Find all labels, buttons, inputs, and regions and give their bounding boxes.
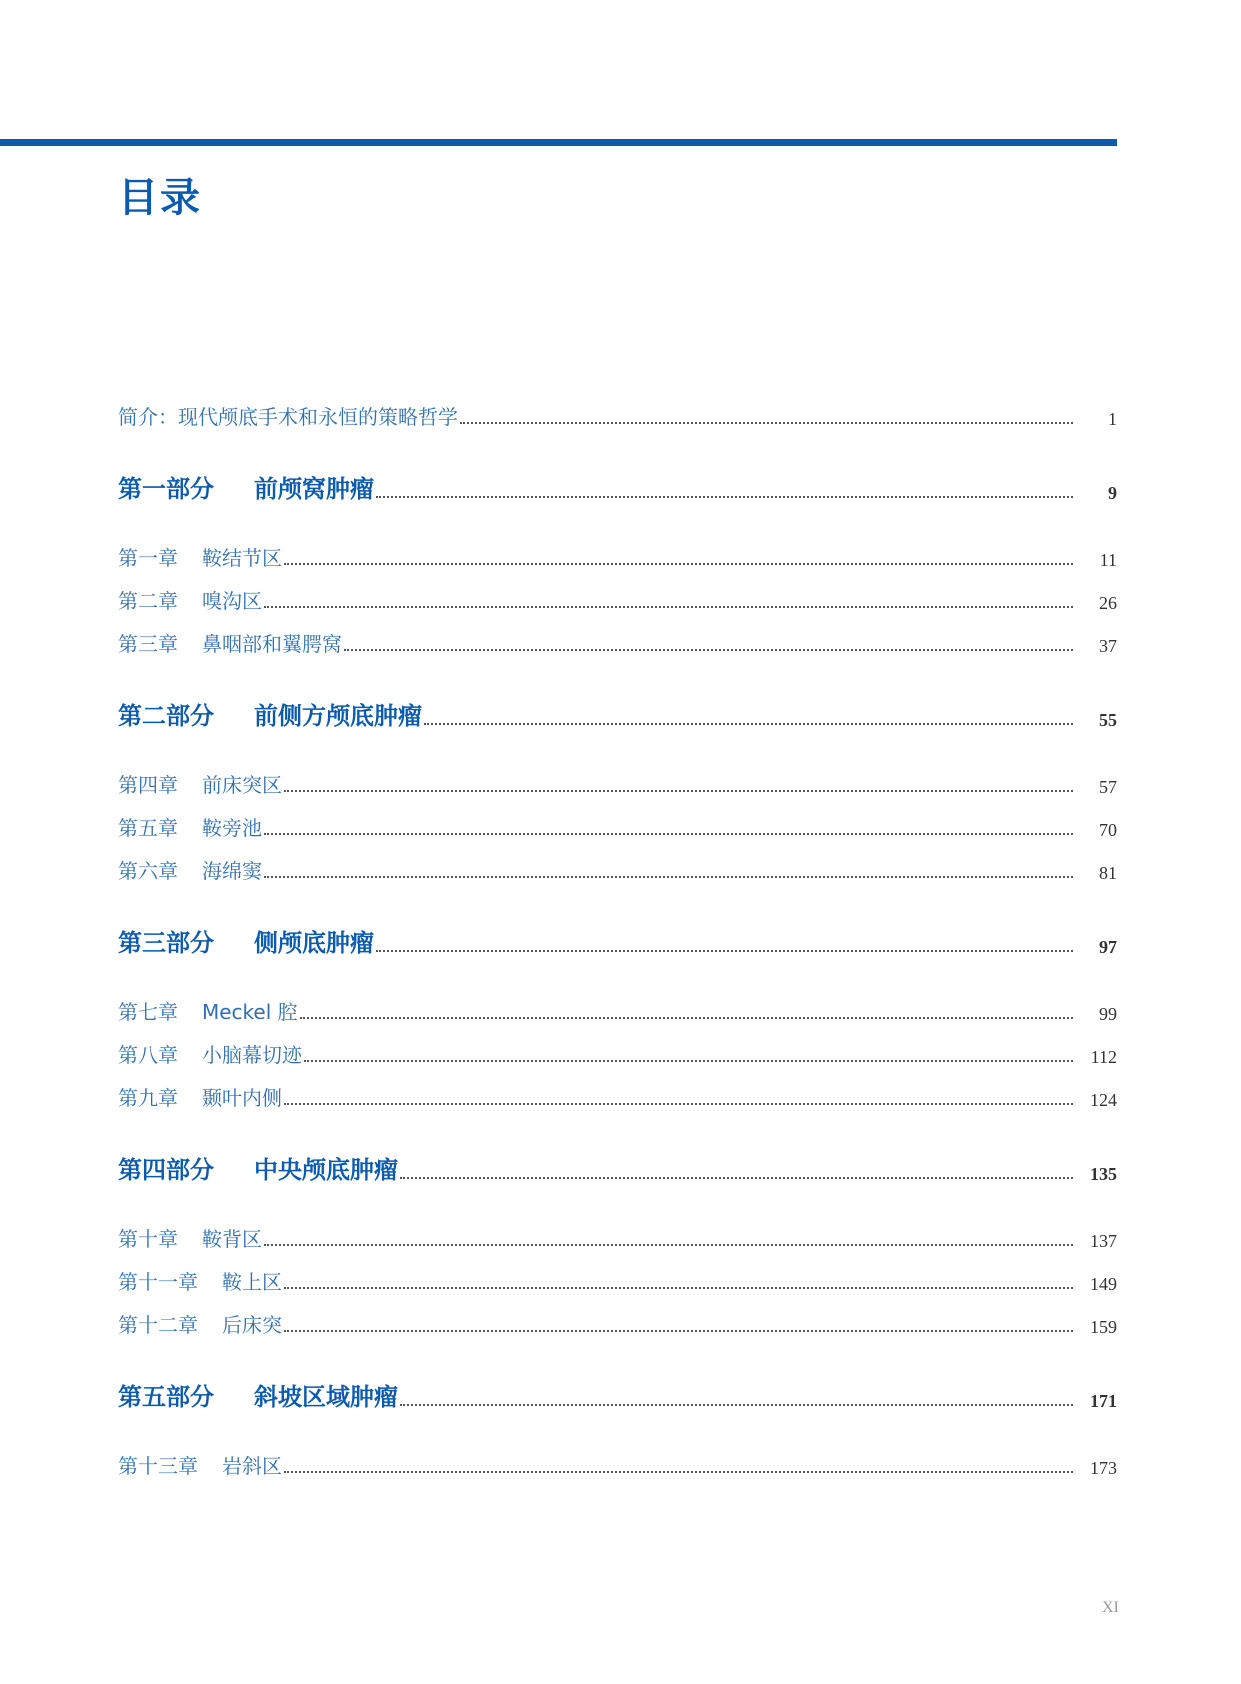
chapter-number: 第八章 [118, 1043, 178, 1067]
toc-chapter[interactable] [118, 621, 1117, 657]
part-number: 第四部分 [118, 1156, 214, 1184]
part-page: 55 [1099, 710, 1117, 730]
chapter-title: 后床突 [222, 1313, 282, 1337]
chapter-title: 岩斜区 [222, 1454, 282, 1478]
chapter-title: 鞍背区 [202, 1227, 262, 1251]
part-title: 侧颅底肿瘤 [254, 929, 374, 957]
dot-leader [376, 950, 1073, 952]
toc-intro[interactable] [118, 394, 1117, 430]
dot-leader [400, 1404, 1073, 1406]
chapter-number: 第二章 [118, 589, 178, 613]
chapter-page: 37 [1099, 636, 1117, 656]
chapter-page: 124 [1090, 1090, 1117, 1110]
toc-chapter[interactable] [118, 1259, 1117, 1295]
page-title: 目录 [118, 175, 202, 221]
chapter-title: 颞叶内侧 [202, 1086, 282, 1110]
part-title: 斜坡区域肿瘤 [254, 1383, 398, 1411]
part-title: 前侧方颅底肿瘤 [254, 702, 422, 730]
chapter-page: 149 [1090, 1274, 1117, 1294]
part-page: 171 [1090, 1391, 1117, 1411]
chapter-number: 第三章 [118, 632, 178, 656]
chapter-number: 第四章 [118, 773, 178, 797]
chapter-page: 11 [1099, 550, 1117, 570]
chapter-number: 第九章 [118, 1086, 178, 1110]
chapter-number: 第十一章 [118, 1270, 198, 1294]
toc-chapter[interactable] [118, 535, 1117, 571]
dot-leader [284, 1103, 1073, 1105]
dot-leader [300, 1017, 1073, 1019]
toc-part[interactable] [118, 468, 1117, 504]
part-title: 前颅窝肿瘤 [254, 475, 374, 503]
dot-leader [264, 833, 1073, 835]
chapter-number: 第十三章 [118, 1454, 198, 1478]
toc-part[interactable] [118, 1149, 1117, 1185]
chapter-page: 81 [1099, 863, 1117, 883]
toc-chapter[interactable] [118, 762, 1117, 798]
chapter-page: 159 [1090, 1317, 1117, 1337]
chapter-title: 鞍旁池 [202, 816, 262, 840]
toc-chapter[interactable] [118, 1075, 1117, 1111]
dot-leader [264, 606, 1073, 608]
dot-leader [304, 1060, 1073, 1062]
toc-part[interactable] [118, 922, 1117, 958]
chapter-number: 第六章 [118, 859, 178, 883]
chapter-title: 鞍上区 [222, 1270, 282, 1294]
chapter-title: 嗅沟区 [202, 589, 262, 613]
table-of-contents [118, 394, 1117, 1479]
toc-chapter[interactable] [118, 1443, 1117, 1479]
dot-leader [264, 1244, 1073, 1246]
chapter-title: 鼻咽部和翼腭窝 [202, 632, 342, 656]
dot-leader [424, 723, 1073, 725]
chapter-page: 57 [1099, 777, 1117, 797]
toc-intro-page: 1 [1108, 409, 1117, 429]
part-number: 第三部分 [118, 929, 214, 957]
chapter-title: 小脑幕切迹 [202, 1043, 302, 1067]
chapter-page: 70 [1099, 820, 1117, 840]
chapter-title: Meckel 腔 [202, 1000, 298, 1024]
part-number: 第五部分 [118, 1383, 214, 1411]
chapter-number: 第一章 [118, 546, 178, 570]
part-title: 中央颅底肿瘤 [254, 1156, 398, 1184]
toc-chapter[interactable] [118, 989, 1117, 1025]
page-number: XI [1102, 1599, 1119, 1616]
chapter-number: 第十章 [118, 1227, 178, 1251]
part-number: 第二部分 [118, 702, 214, 730]
toc-part[interactable] [118, 1376, 1117, 1412]
toc-chapter[interactable] [118, 805, 1117, 841]
dot-leader [284, 563, 1073, 565]
chapter-page: 26 [1099, 593, 1117, 613]
top-rule [0, 139, 1117, 146]
chapter-page: 137 [1090, 1231, 1117, 1251]
part-number: 第一部分 [118, 475, 214, 503]
chapter-number: 第十二章 [118, 1313, 198, 1337]
dot-leader [376, 496, 1073, 498]
dot-leader [264, 876, 1073, 878]
dot-leader [284, 790, 1073, 792]
dot-leader [284, 1330, 1073, 1332]
toc-intro-label: 简介：现代颅底手术和永恒的策略哲学 [118, 405, 458, 429]
toc-chapter[interactable] [118, 578, 1117, 614]
dot-leader [284, 1471, 1073, 1473]
chapter-page: 112 [1090, 1047, 1117, 1067]
part-page: 135 [1090, 1164, 1117, 1184]
chapter-title: 鞍结节区 [202, 546, 282, 570]
dot-leader [400, 1177, 1073, 1179]
chapter-number: 第七章 [118, 1000, 178, 1024]
chapter-page: 173 [1090, 1458, 1117, 1478]
part-page: 9 [1108, 483, 1117, 503]
toc-chapter[interactable] [118, 848, 1117, 884]
toc-chapter[interactable] [118, 1032, 1117, 1068]
chapter-number: 第五章 [118, 816, 178, 840]
toc-part[interactable] [118, 695, 1117, 731]
chapter-page: 99 [1099, 1004, 1117, 1024]
chapter-title: 海绵窦 [202, 859, 262, 883]
dot-leader [460, 422, 1073, 424]
chapter-title: 前床突区 [202, 773, 282, 797]
dot-leader [284, 1287, 1073, 1289]
toc-chapter[interactable] [118, 1302, 1117, 1338]
toc-chapter[interactable] [118, 1216, 1117, 1252]
dot-leader [344, 649, 1073, 651]
part-page: 97 [1099, 937, 1117, 957]
